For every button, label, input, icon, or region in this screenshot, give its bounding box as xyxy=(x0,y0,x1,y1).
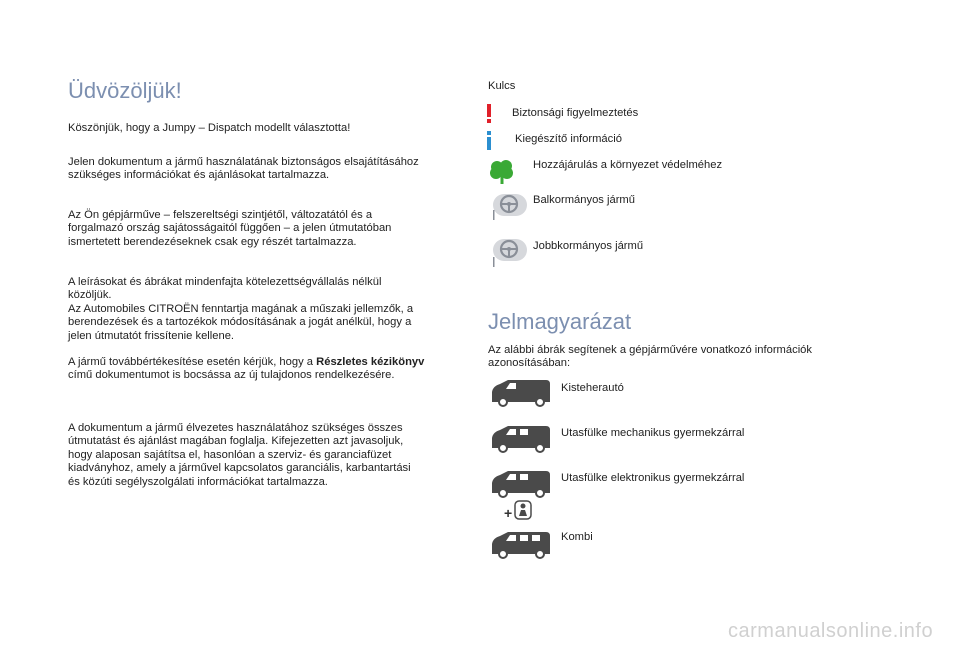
resale-text-post: című dokumentumot is bocsássa az új tulajdonos rendelkezésére. xyxy=(68,369,395,382)
steering-wheel-icon xyxy=(489,237,529,269)
van-icon xyxy=(490,378,552,408)
legend-intro: Az alábbi ábrák segítenek a gépjárművére vonatkozó információk azonosításában: xyxy=(488,344,812,370)
legend-item-electronic-lock: Utasfülke elektronikus gyermekzárral xyxy=(561,472,745,484)
van-icon xyxy=(490,424,552,454)
legend-title: Jelmagyarázat xyxy=(488,309,632,334)
van-icon xyxy=(490,469,552,499)
paragraph-resale xyxy=(68,356,468,383)
key-heading: Kulcs xyxy=(488,80,516,92)
watermark: carmanualsonline.info xyxy=(728,620,934,642)
legend-item-mechanical-lock: Utasfülke mechanikus gyermekzárral xyxy=(561,427,745,439)
paragraph-equipment: Az Ön gépjárműve – felszereltségi szintjétől, változatától és a forgalmazó ország sajátosságaitól függően – a jelen útmutatóban ismertetett berendezéseknek csak egy részét tartalmazza. xyxy=(68,209,392,248)
key-item-info: Kiegészítő információ xyxy=(515,133,622,145)
key-item-warning: Biztonsági figyelmeztetés xyxy=(512,107,639,119)
paragraph-thanks: Köszönjük, hogy a Jumpy – Dispatch modellt választotta! xyxy=(68,122,351,134)
key-item-lhd: Balkormányos jármű xyxy=(533,194,635,206)
tree-icon xyxy=(488,158,516,184)
legend-item-van: Kisteherautó xyxy=(561,382,624,394)
page-title: Üdvözöljük! xyxy=(68,78,182,103)
legend-item-kombi: Kombi xyxy=(561,531,593,543)
key-item-rhd: Jobbkormányos jármű xyxy=(533,240,644,252)
paragraph-usage: A dokumentum a jármű élvezetes használatához szükséges összes útmutatást és ajánlást magában foglalja. Kifejezetten azt javasoljuk, hogy alaposan sajátítsa el, hasonlóan a szerviz- és garanciafüzet kiadványhoz, amely a járművel kapcsolatos garanciális, karbantartási és közúti segélyszolgálati információkat tartalmazza. xyxy=(68,422,411,488)
exclamation-icon xyxy=(484,104,494,124)
plus-sign: + xyxy=(504,505,513,521)
paragraph-disclaimer: A leírásokat és ábrákat mindenfajta kötelezettségvállalás nélkül közöljük. Az Automobiles CITROËN fenntartja magának a műszaki jellemzők, a berendezések és a tartozékok módosításának a jogát anélkül, hogy a jelen útmutatót frissítenie kellene. xyxy=(68,276,414,342)
child-lock-icon xyxy=(514,500,532,520)
info-icon xyxy=(484,131,494,151)
resale-text-bold: Részletes kézikönyv xyxy=(316,356,425,368)
van-icon xyxy=(490,530,552,560)
paragraph-purpose: Jelen dokumentum a jármű használatának biztonságos elsajátításához szükséges információkat és ajánlásokat tartalmazza. xyxy=(68,156,419,182)
steering-wheel-icon xyxy=(489,192,529,222)
resale-text-pre: A jármű továbbértékesítése esetén kérjük, hogy a xyxy=(68,356,317,368)
key-item-eco: Hozzájárulás a környezet védelméhez xyxy=(533,159,723,171)
